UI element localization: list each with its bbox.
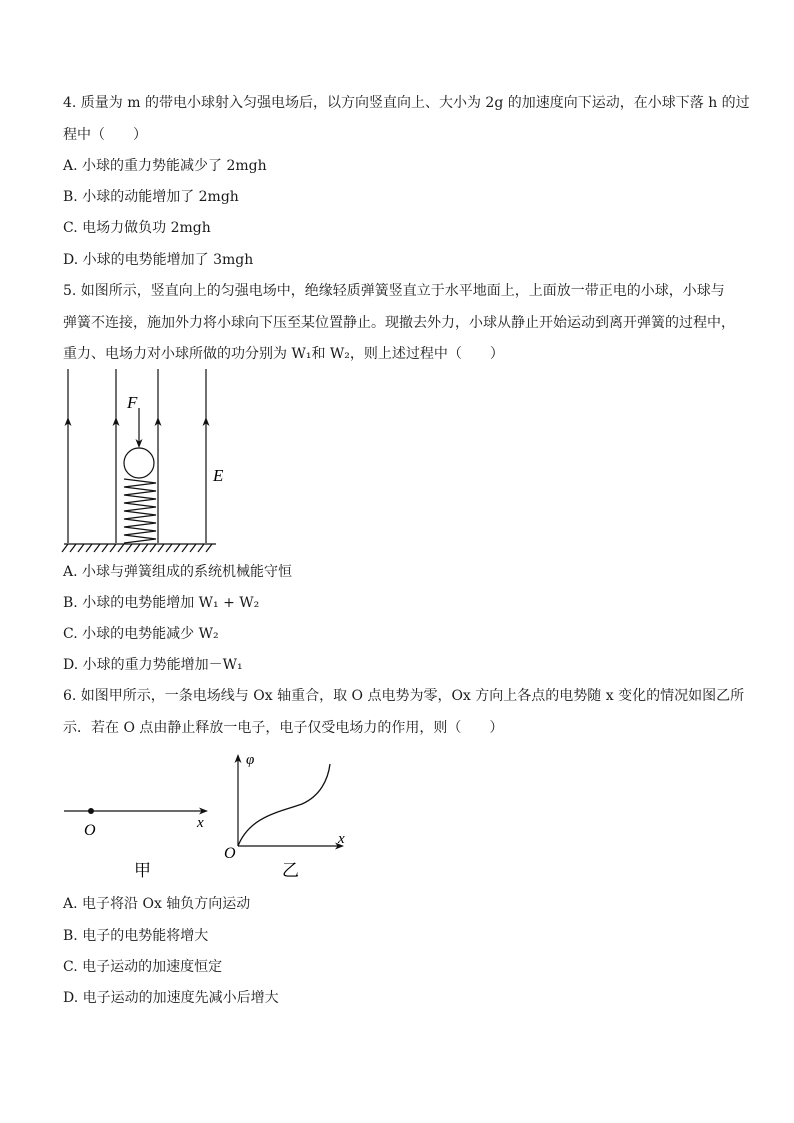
potential-curve (238, 764, 330, 846)
q6-figure-a (60, 790, 220, 885)
q5-stem-line-2: 弹簧不连接，施加外力将小球向下压至某位置静止。现撤去外力，小球从静止开始运动到离开弹簧的过程中， (63, 315, 735, 331)
q6-option-c: C. 电子运动的加速度恒定 (63, 959, 223, 975)
x-label: x (338, 831, 345, 847)
q5-figure-svg (60, 365, 230, 555)
spring (124, 479, 156, 543)
q4-stem-line-2: 程中（ ） (63, 127, 147, 143)
q5-option-b: B. 小球的电势能增加 W₁ + W₂ (63, 595, 260, 611)
origin-label: O (224, 845, 236, 862)
q6-figure-a-svg (60, 790, 220, 885)
q5-stem-line-1: 5. 如图所示，竖直向上的匀强电场中，绝缘轻质弹簧竖直立于水平地面上，上面放一带正电的小球，小球与 (63, 283, 725, 299)
q6-option-d: D. 电子运动的加速度先减小后增大 (63, 990, 279, 1006)
q6-figure-b-svg (220, 750, 360, 885)
q4-option-d: D. 小球的电势能增加了 3mgh (63, 252, 254, 268)
charged-ball (124, 448, 154, 478)
field-label: E (213, 466, 224, 485)
q4-stem-line-1: 4. 质量为 m 的带电小球射入匀强电场后，以方向竖直向上、大小为 2g 的加速度向下运动，在小球下落 h 的过 (63, 95, 750, 111)
force-label: F (127, 393, 138, 412)
q5-figure (60, 365, 230, 555)
q5-option-a: A. 小球与弹簧组成的系统机械能守恒 (63, 564, 293, 580)
q6-option-b: B. 电子的电势能将增大 (63, 928, 209, 944)
q6-stem-line-2: 示．若在 O 点由静止释放一电子，电子仅受电场力的作用，则（ ） (63, 720, 504, 736)
ground-hatch (62, 544, 212, 552)
origin-dot (88, 808, 94, 814)
caption-jia: 甲 (134, 861, 151, 881)
origin-label: O (84, 822, 96, 839)
q5-stem-line-3: 重力、电场力对小球所做的功分别为 W₁和 W₂，则上述过程中（ ） (63, 346, 504, 362)
q4-option-b: B. 小球的动能增加了 2mgh (63, 189, 239, 205)
q5-option-d: D. 小球的重力势能增加－W₁ (63, 657, 243, 673)
q4-option-c: C. 电场力做负功 2mgh (63, 220, 211, 236)
q6-option-a: A. 电子将沿 Ox 轴负方向运动 (63, 896, 251, 912)
q4-option-a: A. 小球的重力势能减少了 2mgh (63, 158, 267, 174)
q6-stem-line-1: 6. 如图甲所示，一条电场线与 Ox 轴重合，取 O 点电势为零，Ox 方向上各点的电势随 x 变化的情况如图乙所 (63, 688, 745, 704)
caption-yi: 乙 (282, 861, 299, 881)
q6-figure-b (220, 750, 360, 885)
axis-label: x (197, 815, 204, 831)
q5-option-c: C. 小球的电势能减少 W₂ (63, 626, 219, 642)
phi-label: φ (246, 752, 255, 768)
